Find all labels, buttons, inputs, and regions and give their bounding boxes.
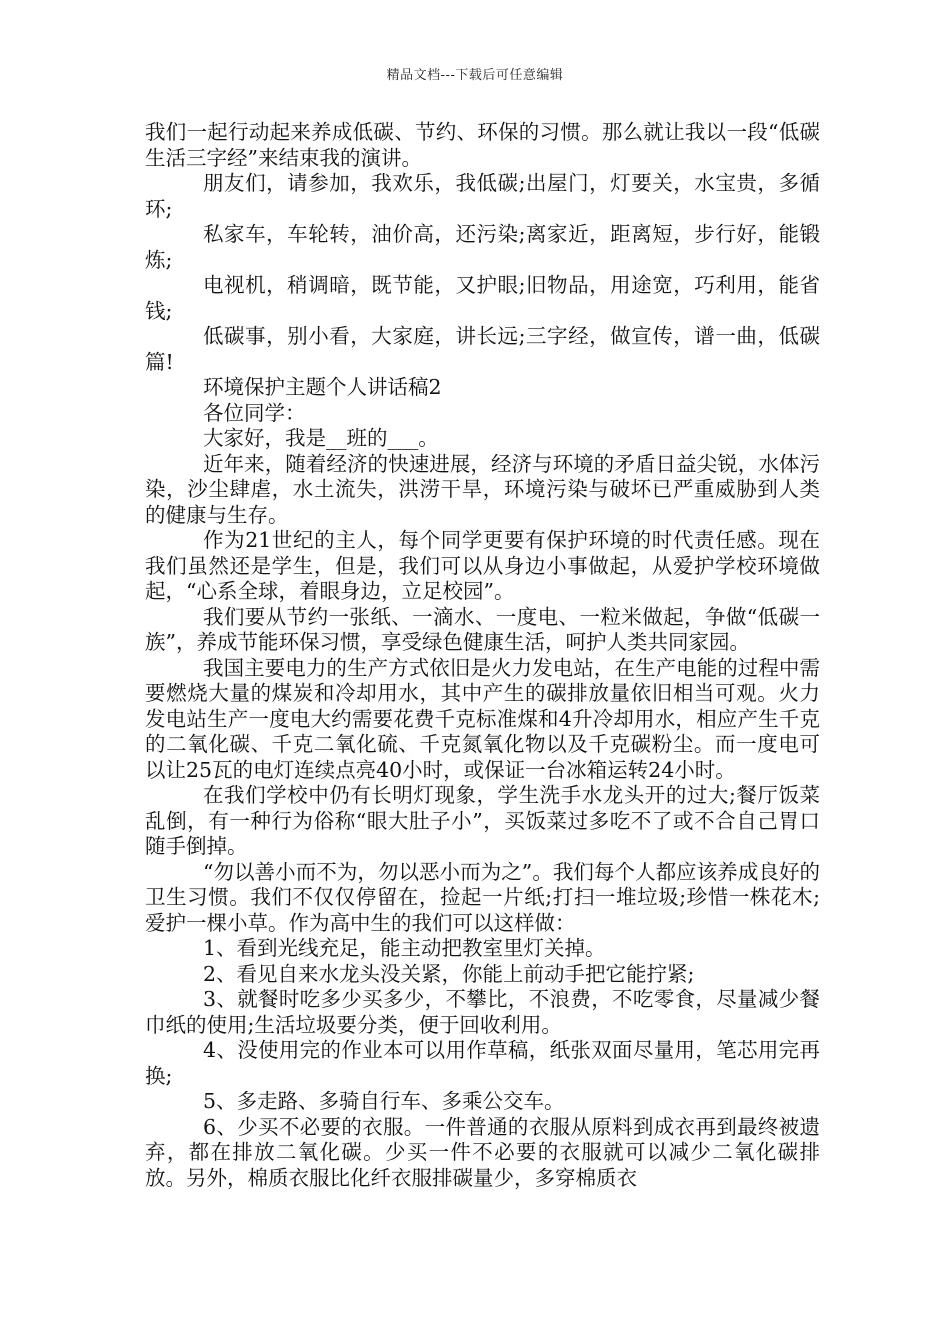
list-item: 4、没使用完的作业本可以用作草稿，纸张双面尽量用，笔芯用完再换; bbox=[145, 1038, 820, 1088]
paragraph: 大家好，我是__班的___。 bbox=[203, 426, 439, 450]
list-item: 3、就餐时吃多少买多少，不攀比，不浪费，不吃零食，尽量减少餐巾纸的使用;生活垃圾要分类，便于回收利用。 bbox=[145, 987, 820, 1037]
paragraph: 近年来，随着经济的快速进展，经济与环境的矛盾日益尖锐，水体污染，沙尘肆虐，水土流失，洪涝干旱，环境污染与破坏已严重威胁到人类的健康与生存。 bbox=[145, 451, 820, 527]
paragraph: “勿以善小而不为，勿以恶小而为之”。我们每个人都应该养成良好的卫生习惯。我们不仅仅停留在，捡起一片纸;打扫一堆垃圾;珍惜一株花木;爱护一棵小草。作为高中生的我们可以这样做： bbox=[145, 859, 820, 935]
paragraph: 私家车，车轮转，油价高，还污染;离家近，距离短，步行好，能锻炼; bbox=[145, 222, 820, 272]
section-title: 环境保护主题个人讲话稿2 bbox=[203, 375, 442, 399]
paragraph: 朋友们，请参加，我欢乐，我低碳;出屋门，灯要关，水宝贵，多循环; bbox=[145, 171, 820, 221]
list-item: 1、看到光线充足，能主动把教室里灯关掉。 bbox=[203, 936, 606, 960]
paragraph: 作为21世纪的主人，每个同学更要有保护环境的时代责任感。现在我们虽然还是学生，但是，我们可以从身边小事做起，从爱护学校环境做起，“心系全球，着眼身边，立足校园”。 bbox=[145, 528, 820, 603]
list-item: 5、多走路、多骑自行车、多乘公交车。 bbox=[203, 1089, 565, 1113]
paragraph: 电视机，稍调暗，既节能，又护眼;旧物品，用途宽，巧利用，能省钱; bbox=[145, 273, 820, 323]
salutation: 各位同学： bbox=[203, 400, 306, 425]
paragraph: 低碳事，别小看，大家庭，讲长远;三字经，做宣传，谱一曲，低碳篇! bbox=[145, 324, 820, 374]
paragraph: 我国主要电力的生产方式依旧是火力发电站，在生产电能的过程中需要燃烧大量的煤炭和冷却用水，其中产生的碳排放量依旧相当可观。火力发电站生产一度电大约需要花费千克标准煤和4升冷却用水，相应产生千克的二氧化碳、千克二氧化硫、千克氮氧化物以及千克碳粉尘。而一度电可以让25瓦的电灯连续点亮40小时，或保证一台冰箱运转24小时。 bbox=[145, 655, 820, 782]
page-header: 精品文档---下载后可任意编辑 bbox=[386, 68, 564, 83]
paragraph: 我们要从节约一张纸、一滴水、一度电、一粒米做起，争做“低碳一族”，养成节能环保习惯，享受绿色健康生活，呵护人类共同家园。 bbox=[145, 604, 820, 654]
document-body bbox=[145, 120, 820, 1191]
paragraph: 我们一起行动起来养成低碳、节约、环保的习惯。那么就让我以一段“低碳生活三字经”来结束我的演讲。 bbox=[145, 120, 820, 170]
paragraph: 在我们学校中仍有长明灯现象，学生洗手水龙头开的过大;餐厅饭菜乱倒，有一种行为俗称“眼大肚子小”，买饭菜过多吃不了或不合自己胃口随手倒掉。 bbox=[145, 783, 820, 858]
list-item: 2、看见自来水龙头没关紧，你能上前动手把它能拧紧; bbox=[203, 961, 695, 986]
list-item: 6、少买不必要的衣服。一件普通的衣服从原料到成衣再到最终被遗弃，都在排放二氧化碳。少买一件不必要的衣服就可以减少二氧化碳排放。另外，棉质衣服比化纤衣服排碳量少，多穿棉质衣 bbox=[145, 1114, 820, 1190]
